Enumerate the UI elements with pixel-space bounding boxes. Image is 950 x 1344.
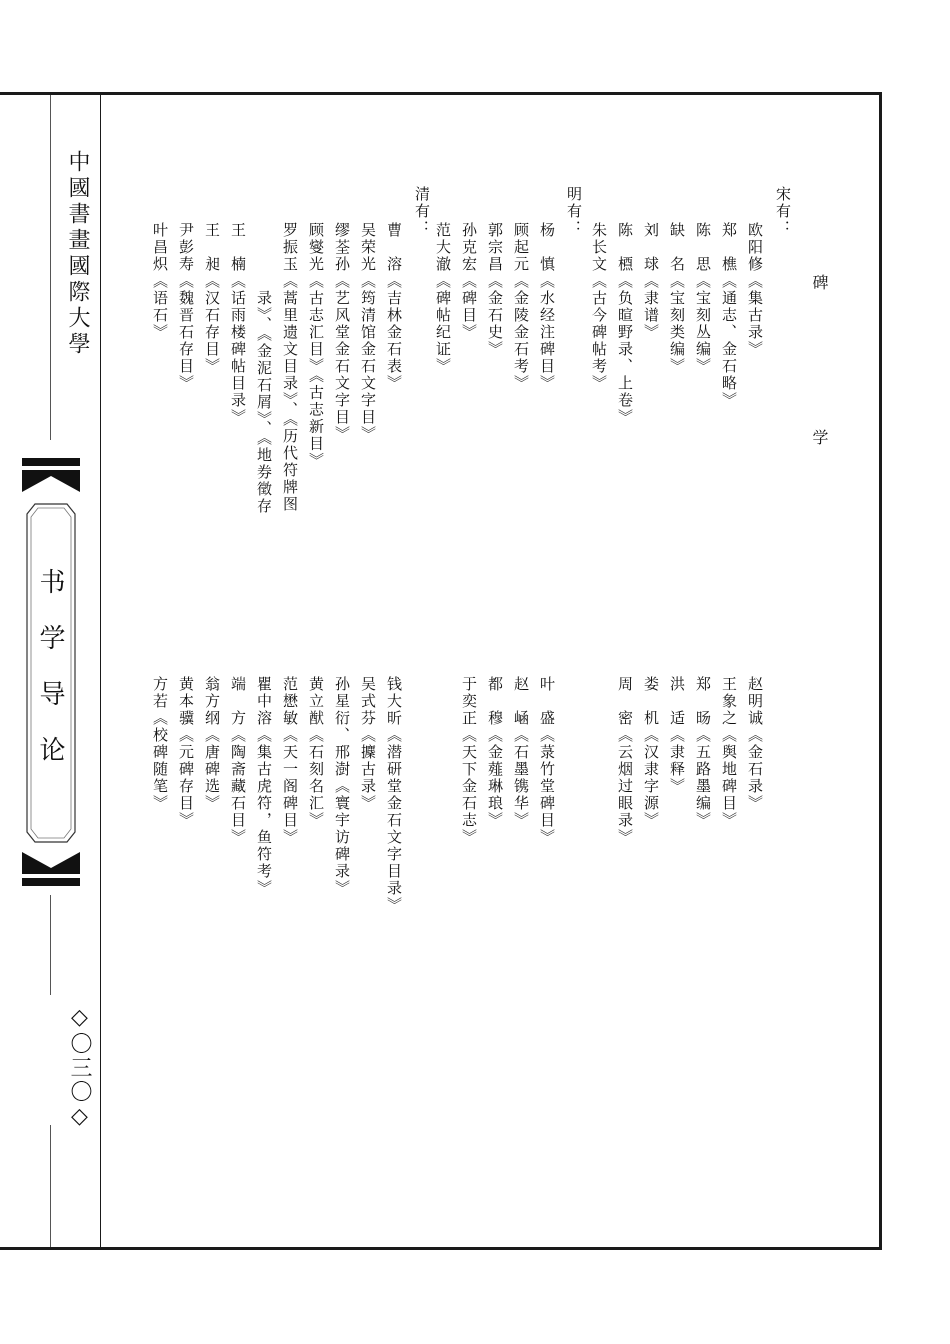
entry-lower: 都 穆《金薤琳琅》 bbox=[486, 676, 504, 829]
book-title: 书学导论 bbox=[35, 568, 65, 792]
entry-lower: 于奕正《天下金石志》 bbox=[460, 676, 478, 846]
entry-upper: 陈 思《宝刻丛编》 bbox=[694, 222, 712, 375]
chevron-bottom-ornament bbox=[22, 852, 80, 874]
spine-rule-bottom bbox=[50, 1125, 51, 1247]
spine-divider bbox=[100, 92, 101, 1250]
entry-lower: 黄立猷《石刻名汇》 bbox=[307, 676, 325, 829]
section-heading: 碑 学 bbox=[810, 274, 829, 505]
entry-lower: 方若《校碑随笔》 bbox=[151, 676, 169, 812]
entry-upper: 孙克宏《碑目》 bbox=[460, 222, 478, 341]
page-number: ◇〇三〇◇ bbox=[67, 1005, 92, 1131]
entry-upper: 吴荣光《筠清馆金石文字目》 bbox=[359, 222, 377, 443]
entry-upper: 杨 慎《水经注碑目》 bbox=[538, 222, 556, 392]
entry-upper: 欧阳修《集古录》 bbox=[746, 222, 764, 358]
entry-lower: 吴式芬《攈古录》 bbox=[359, 676, 377, 812]
entry-upper: 陈 槱《负暄野录、上卷》 bbox=[616, 222, 634, 426]
entry-upper: 顾起元《金陵金石考》 bbox=[512, 222, 530, 392]
era-label-ming: 明有： bbox=[565, 186, 583, 237]
entry-lower: 洪 适《隶释》 bbox=[668, 676, 686, 795]
entry-lower: 郑 旸《五路墨编》 bbox=[694, 676, 712, 829]
entry-lower: 王象之《舆地碑目》 bbox=[720, 676, 738, 829]
entry-upper: 范大澈《碑帖纪证》 bbox=[434, 222, 452, 375]
entry-upper: 刘 球《隶谱》 bbox=[642, 222, 660, 341]
title-bar-top bbox=[22, 458, 80, 466]
era-label-qing: 清有： bbox=[413, 186, 431, 237]
entry-upper: 顾燮光《古志汇目》《古志新目》 bbox=[307, 222, 325, 470]
entry-lower: 瞿中溶《集古虎符，鱼符考》 bbox=[255, 676, 273, 897]
entry-lower: 赵 崡《石墨镌华》 bbox=[512, 676, 530, 829]
entry-lower: 周 密《云烟过眼录》 bbox=[616, 676, 634, 846]
entry-lower: 黄本骥《元碑存目》 bbox=[177, 676, 195, 829]
book-title-block bbox=[22, 458, 80, 888]
era-label-song: 宋有： bbox=[774, 186, 792, 237]
entry-upper: 录》、《金泥石屑》、《地券徵存 bbox=[255, 290, 273, 515]
entry-upper: 曹 溶《吉林金石表》 bbox=[385, 222, 403, 392]
entry-lower: 端 方《陶斋藏石目》 bbox=[229, 676, 247, 846]
entry-upper: 王 楠《话雨楼碑帖目录》 bbox=[229, 222, 247, 426]
chevron-top-ornament bbox=[22, 470, 80, 492]
entry-lower: 娄 机《汉隶字源》 bbox=[642, 676, 660, 829]
entry-upper: 罗振玉《蒿里遗文目录》、《历代符牌图 bbox=[281, 222, 299, 513]
entry-upper: 叶昌炽《语石》 bbox=[151, 222, 169, 341]
entry-upper: 郭宗昌《金石史》 bbox=[486, 222, 504, 358]
entry-lower: 赵明诚《金石录》 bbox=[746, 676, 764, 812]
entry-upper: 缪荃孙《艺风堂金石文字目》 bbox=[333, 222, 351, 443]
entry-lower: 叶 盛《菉竹堂碑目》 bbox=[538, 676, 556, 846]
spine-rule-top bbox=[50, 95, 51, 440]
entry-lower: 钱大昕《潜研堂金石文字目录》 bbox=[385, 676, 403, 914]
entry-upper: 缺 名《宝刻类编》 bbox=[668, 222, 686, 375]
university-name: 中國書畫國際大學 bbox=[65, 150, 90, 358]
entry-upper: 尹彭寿《魏晋石存目》 bbox=[177, 222, 195, 392]
entry-upper: 王 昶《汉石存目》 bbox=[203, 222, 221, 375]
entry-lower: 范懋敏《天一阁碑目》 bbox=[281, 676, 299, 846]
entry-lower: 翁方纲《唐碑选》 bbox=[203, 676, 221, 812]
title-bar-bottom bbox=[22, 878, 80, 886]
spine-rule-mid bbox=[50, 895, 51, 995]
entry-upper: 郑 樵《通志、金石略》 bbox=[720, 222, 738, 409]
entry-lower: 孙星衍、邢澍《寰宇访碑录》 bbox=[333, 676, 351, 897]
entry-upper: 朱长文《古今碑帖考》 bbox=[590, 222, 608, 392]
